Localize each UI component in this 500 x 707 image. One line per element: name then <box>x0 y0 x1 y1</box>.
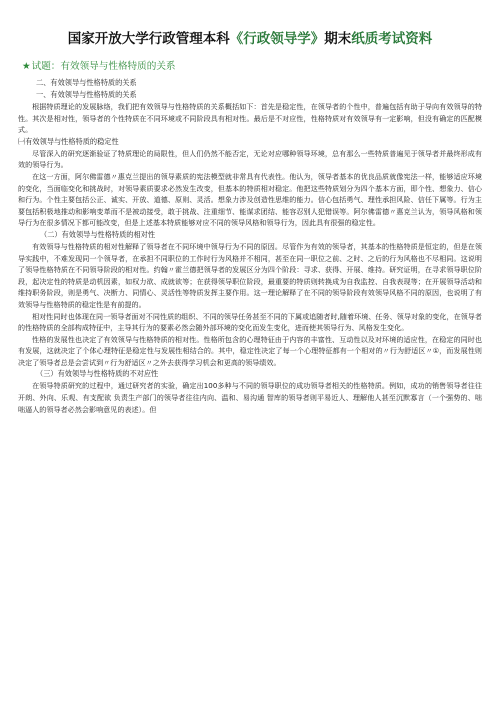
star-icon: ★ <box>22 61 31 72</box>
subsection-heading: （三）有效领导与性格特质的不对应性 <box>36 369 159 379</box>
title-part-1: 国家开放大学行政管理本科 <box>67 31 230 47</box>
body-paragraph: 在领导特质研究的过程中，通过研究者的实验，确定出100多种与不同的领导职位的成功领导者相关的性格特质。例如，成功的销售领导者往往开朗、外向、乐观、有支配欲 负责生产部门的领导者往往内向、温和、易沟通 智库的领导者则平易近人、理解他人甚至沉默寡言（一个强势的、咄咄逼人的领导者必然会影响意见的表述）。但 <box>18 381 482 414</box>
title-part-4: 纸质考试资料 <box>351 31 433 47</box>
body-paragraph: 性格的发展性也决定了有效领导与性格特质的相对性。性格所包含的心理特征由于内容的丰富性、互动性以及对环境的适应性，在稳定的同时也有发展，这就决定了个体心理特征是稳定性与发展性相结合的。其中，稳定性决定了每一个心理特征都有一个相对的〃行为舒适区〃①，而发展性则决定了领导者总是会尝试到〃行为舒适区〃之外去获得学习机会和更高的领导绩效。 <box>18 334 482 367</box>
subsection-heading: （二）有效领导与性格特质的相对性 <box>40 229 156 239</box>
document-title <box>18 30 482 48</box>
subsection-heading: 一、有效领导与性格特质的关系 <box>36 90 137 99</box>
subsection-heading: ㈠有效领导与性格特质的稳定性 <box>18 136 119 146</box>
title-part-2: 《行政领导学》 <box>229 31 325 47</box>
subsection-heading: 二、有效领导与性格特质的关系 <box>36 78 137 87</box>
body-paragraph: 相对性同时也体现在同一领导者面对不同性质的组织、不同的领导任务甚至不同的下属或追随者时,随着环境、任务、领导对象的变化，在领导者的性格特质的全部构成特征中，主导其行为的要素必然会随外部环境的变化而发生变化，进而使其领导行为、风格发生变化。 <box>18 311 482 333</box>
body-paragraph: 在这一方面，阿尔佛雷德〃惠克兰提出的领导素质的宪法模型就非常具有代表性。他认为，领导者基本的优良品质就像宪法一样，能够适应环境的变化，当面临变化和挑战时，对领导素质要求必然发生改变，但基本的特质相对稳定。他把这些特质划分为四个基本方面，即个性、想象力、信心和行为。个性主要包括公正、诚实、开放、道德、原则、灵活。想象力涉及创造性思维的能力。信心包括勇气、理性承担风险、信任下属等。行为主要包括积极地推动和影响变革而不是被动接受，敢于挑战、注重细节、能谋求团结、能容忍别人犯错误等。阿尔佛雷德〃惠克兰认为，领导风格和领导行为在很多情况下都可能改变，但是上述基本特质能够对应不同的领导风格和领导行为，因此具有很强的稳定性。 <box>18 171 482 228</box>
question-heading-text: 试题：有效领导与性格特质的关系 <box>31 61 176 72</box>
body-paragraph: 尽管深入的研究逐渐验证了特质理论的局限性，但人们仍然不能否定，无论对应哪种领导环境，总有那么一些特质普遍见于领导者并最终形成有效的领导行为。 <box>18 148 482 170</box>
body-paragraph: 有效领导与性格特质的相对性解释了领导者在不同环境中领导行为不同的原因。尽管作为有效的领导者，其基本的性格特质是恒定的，但是在领导实践中，不难发现同一个领导者，在承担不同职位的工作时行为风格并不相同，甚至在同一职位之前、之时、之后的行为风格也不尽相同。这说明了领导性格特质在不同领导阶段的相对性。约翰〃霍兰德把领导者的发展区分为四个阶段：寻求、获得、开展、维持。研究证明，在寻求领导职位阶段，起决定性的特质是动机因素，如权力欲、成就欲等；在获得领导职位阶段，最重要的特质则转换成为自我监控、自我表现等；在开展领导活动和维持职务阶段，则是勇气、决断力、同情心、灵活性等特质发挥主要作用。这一理论解释了在不同的领导阶段有效领导风格不同的原因，也说明了有效领导与性格特质的稳定性是有前提的。 <box>18 241 482 309</box>
question-heading <box>22 60 482 73</box>
body-paragraph: 根据特质理论的发展脉络，我们把有效领导与性格特质的关系概括如下：首先是稳定性，在领导者的个性中，普遍包括有助于导向有效领导的特性。其次是相对性，领导者的个性特质在不同环境或不同阶段具有相对性。最后是不对应性，性格特质对有效领导有一定影响，但没有确定的匹配模式。 <box>18 102 482 135</box>
document-body <box>18 77 482 415</box>
title-part-3: 期末 <box>324 31 352 47</box>
